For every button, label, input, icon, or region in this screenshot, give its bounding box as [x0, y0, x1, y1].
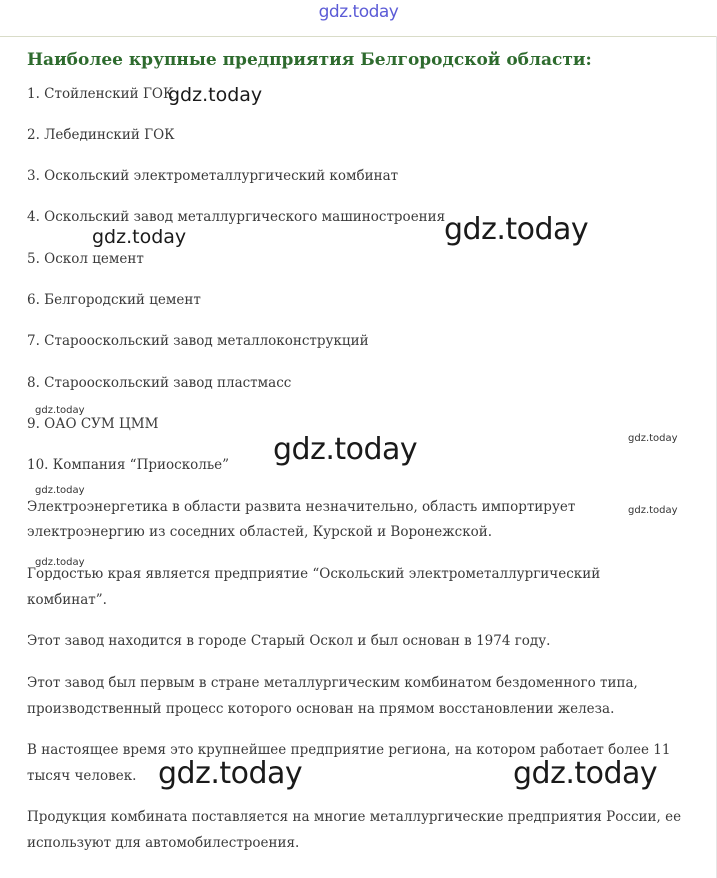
paragraph-first-line-2: производственный процесс которого основан на прямом восстановлении железа. [27, 701, 615, 717]
paragraph-pride-line-1: Гордостью края является предприятие “Оскольский электрометаллургический [27, 566, 601, 582]
header-divider [0, 36, 717, 37]
paragraph-pride-line-2: комбинат”. [27, 592, 107, 608]
paragraph-largest-line-1: В настоящее время это крупнейшее предприятие региона, на котором работает более 11 [27, 742, 671, 758]
watermark-text: gdz.today [168, 84, 263, 106]
watermark-text: gdz.today [35, 405, 85, 416]
list-item: 9. ОАО СУМ ЦММ [27, 416, 159, 432]
watermark-text: gdz.today [92, 226, 187, 248]
watermark-text: gdz.today [444, 212, 589, 247]
paragraph-energy-line-2: электроэнергию из соседних областей, Курской и Воронежской. [27, 524, 493, 540]
site-logo: gdz.today [318, 2, 399, 22]
list-item: 7. Старооскольский завод металлоконструкций [27, 333, 369, 349]
watermark-text: gdz.today [628, 433, 678, 444]
paragraph-products-line-1: Продукция комбината поставляется на многие металлургические предприятия России, ее [27, 809, 682, 825]
watermark-text: gdz.today [513, 756, 658, 791]
watermark-text: gdz.today [35, 485, 85, 496]
list-item: 5. Оскол цемент [27, 251, 144, 267]
paragraph-first-line-1: Этот завод был первым в стране металлургическим комбинатом бездоменного типа, [27, 675, 638, 691]
paragraph-energy-line-1: Электроэнергетика в области развита незначительно, область импортирует [27, 499, 576, 515]
list-item: 8. Старооскольский завод пластмасс [27, 375, 292, 391]
list-item: 4. Оскольский завод металлургического машиностроения [27, 209, 446, 225]
list-item: 3. Оскольский электрометаллургический комбинат [27, 168, 399, 184]
list-item: 6. Белгородский цемент [27, 292, 201, 308]
watermark-text: gdz.today [35, 557, 85, 568]
paragraph-largest-line-2: тысяч человек. [27, 768, 137, 784]
list-item: 10. Компания “Приосколье” [27, 457, 230, 473]
article-heading: Наиболее крупные предприятия Белгородской области: [27, 50, 592, 70]
watermark-text: gdz.today [273, 432, 418, 467]
paragraph-products-line-2: используют для автомобилестроения. [27, 835, 300, 851]
list-item: 1. Стойленский ГОК [27, 86, 174, 102]
paragraph-location: Этот завод находится в городе Старый Оскол и был основан в 1974 году. [27, 633, 551, 649]
watermark-text: gdz.today [158, 756, 303, 791]
list-item: 2. Лебединский ГОК [27, 127, 175, 143]
watermark-text: gdz.today [628, 505, 678, 516]
